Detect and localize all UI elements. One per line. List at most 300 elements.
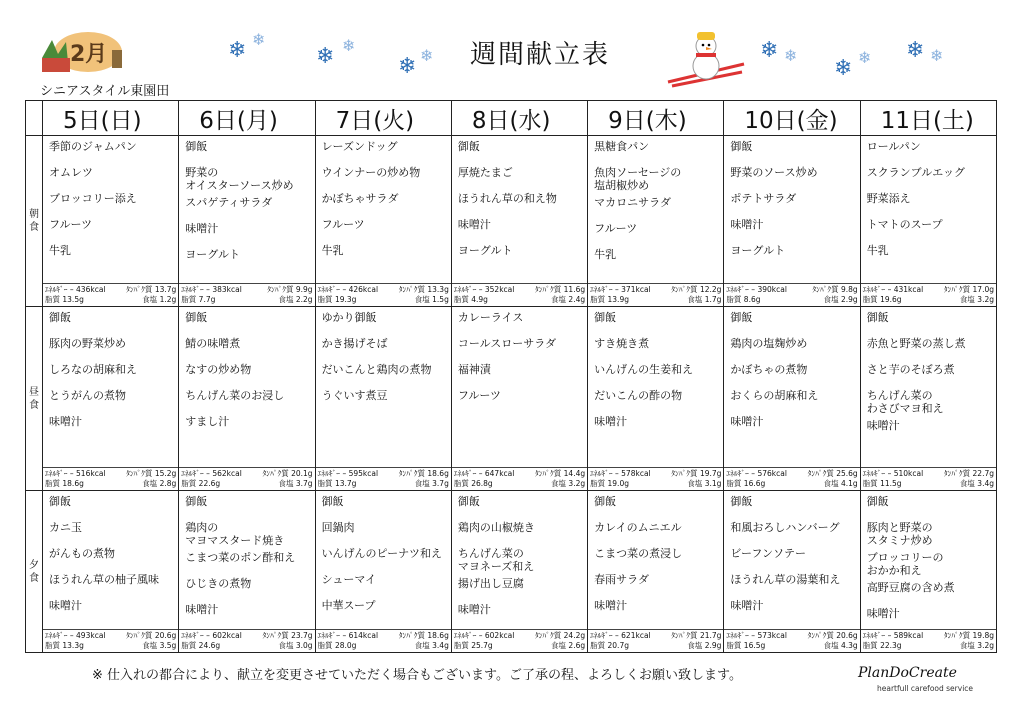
nutrient-salt (278, 479, 312, 489)
nutrient-label: ｴﾈﾙｷﾞｰ (45, 469, 68, 478)
dish-item: 牛乳 (594, 248, 617, 261)
dish-item: 味噌汁 (594, 415, 628, 428)
dish-item: 鶏肉の塩麹炒め (730, 337, 808, 350)
dish-item: だいこんと鶏肉の煮物 (321, 363, 432, 376)
nutrient-protein (808, 469, 858, 479)
dish-item: かぼちゃの煮物 (730, 363, 808, 376)
nutrient-energy: ｴﾈﾙｷﾞｰ – 436kcal (45, 285, 106, 294)
dish-item: 御飯 (866, 311, 889, 324)
dish-item: スクランブルエッグ (866, 166, 966, 179)
nutrient-value: 23.7g (291, 631, 313, 640)
dish-item: なすの炒め物 (185, 363, 252, 376)
nutrient-value: 21.7g (699, 631, 722, 640)
dish-item: かぼちゃサラダ (321, 192, 399, 205)
dish-item: 味噌汁 (866, 607, 900, 620)
nutrient-label: 脂質 (862, 295, 878, 304)
dish-list (179, 307, 314, 428)
nutrient-label: 脂質 (590, 295, 606, 304)
nutrient-label: ｴﾈﾙｷﾞｰ (590, 631, 613, 640)
nutrient-label: 脂質 (726, 295, 742, 304)
nutrient-value: 1.5g (432, 295, 449, 304)
nutrition-info (179, 467, 314, 490)
dish-list (43, 136, 178, 257)
nutrient-value: 614kcal (348, 631, 379, 640)
dish-item: おくらの胡麻和え (730, 389, 819, 402)
nutrient-label: 食塩 (414, 641, 430, 650)
nutrient-protein (671, 285, 721, 295)
nutrient-value: 9.8g (840, 285, 858, 294)
corner-cell (26, 101, 43, 136)
dish-item: トマトのスープ (866, 218, 943, 231)
menu-cell (860, 491, 996, 653)
nutrient-label: 食塩 (823, 641, 839, 650)
dish-item: 御飯 (49, 311, 71, 324)
snowflake-icon: ❄ (930, 46, 944, 65)
dish-item: 季節のジャムパン (49, 140, 137, 153)
nutrient-value: 14.4g (563, 469, 586, 478)
nutrient-value: 431kcal (893, 285, 924, 294)
nutrient-value: 24.2g (563, 631, 586, 640)
dish-list (316, 491, 451, 612)
dish-list (179, 491, 314, 616)
nutrient-protein (535, 631, 585, 641)
dish-list (588, 136, 723, 261)
nutrient-label: ｴﾈﾙｷﾞｰ (181, 631, 204, 640)
nutrient-label: 食塩 (959, 641, 975, 650)
menu-cell (43, 491, 179, 653)
nutrient-value: 3.5g (159, 641, 177, 650)
nutrient-fat (863, 295, 902, 305)
dish-item: うぐいす煮豆 (321, 389, 388, 402)
nutrition-info (316, 467, 451, 490)
nutrient-value: 516kcal (76, 469, 106, 478)
nutrient-value: 18.6g (427, 469, 449, 478)
nutrient-fat (318, 641, 357, 651)
nutrient-label: ﾀﾝﾊﾟｸ質 (126, 285, 153, 294)
nutrient-fat (863, 479, 902, 489)
nutrient-value: 562kcal (212, 469, 242, 478)
nutrient-fat (454, 295, 488, 305)
dish-item: フルーツ (49, 218, 93, 231)
dish-item: 御飯 (185, 140, 208, 153)
menu-cell (43, 307, 179, 491)
nutrient-fat (181, 641, 220, 651)
dish-list (452, 136, 587, 257)
nutrient-value: 22.3g (880, 641, 902, 650)
nutrient-value: 3.0g (295, 641, 313, 650)
nutrient-fat (45, 295, 84, 305)
nutrient-label: 食塩 (278, 295, 294, 304)
nutrient-value: 647kcal (484, 469, 515, 478)
menu-cell (315, 491, 451, 653)
nutrient-value: 3.4g (977, 479, 994, 488)
dish-item: がんもの煮物 (49, 547, 115, 560)
nutrient-protein (944, 469, 994, 479)
nutrient-label: ﾀﾝﾊﾟｸ質 (535, 631, 562, 640)
nutrient-label: 脂質 (453, 641, 469, 650)
nutrient-label: 脂質 (45, 479, 60, 488)
day-header: 9日(木) (588, 101, 724, 136)
nutrient-protein (671, 469, 721, 479)
snowflake-icon: ❄ (398, 54, 417, 79)
nutrient-value: 2.8g (159, 479, 177, 488)
nutrient-energy: ｴﾈﾙｷﾞｰ – 621kcal (590, 631, 651, 640)
nutrient-fat (590, 479, 629, 489)
nutrient-salt (142, 641, 176, 651)
dish-item: 御飯 (457, 495, 480, 508)
meal-row-breakfast (26, 136, 997, 307)
nutrient-value: 2.9g (840, 295, 858, 304)
menu-cell (451, 307, 587, 491)
nutrient-label: 食塩 (278, 479, 294, 488)
nutrient-label: ｴﾈﾙｷﾞｰ (726, 469, 749, 478)
nutrient-value: 621kcal (621, 631, 651, 640)
snowflake-icon: ❄ (760, 38, 779, 63)
dish-item: 牛乳 (321, 244, 344, 257)
nutrient-salt (824, 479, 858, 489)
day-header: 6日(月) (179, 101, 315, 136)
dish-item: 鯖の味噌煮 (185, 337, 241, 350)
dish-item: マカロニサラダ (594, 196, 672, 209)
nutrient-value: 13.3g (427, 285, 449, 294)
nutrition-info (43, 629, 178, 652)
menu-cell (588, 307, 724, 491)
snowflake-icon: ❄ (834, 56, 853, 81)
nutrient-energy: ｴﾈﾙｷﾞｰ – 516kcal (45, 469, 106, 478)
nutrient-label: ﾀﾝﾊﾟｸ質 (671, 631, 698, 640)
meal-row-dinner (26, 491, 997, 653)
dish-list (452, 491, 587, 616)
dish-item: カレイのムニエル (594, 521, 682, 534)
nutrient-value: 602kcal (212, 631, 242, 640)
nutrient-label: 食塩 (687, 641, 703, 650)
nutrient-energy: ｴﾈﾙｷﾞｰ – 573kcal (726, 631, 787, 640)
nutrient-value: 3.7g (432, 479, 449, 488)
dish-item: とうがんの煮物 (49, 389, 126, 402)
nutrient-value: 576kcal (757, 469, 787, 478)
nutrient-label: 脂質 (590, 479, 606, 488)
snowflake-icon: ❄ (906, 38, 925, 63)
dish-item: 味噌汁 (49, 599, 82, 612)
dish-item: ウインナーの炒め物 (321, 166, 421, 179)
dish-item: 野菜のソース炒め (730, 166, 818, 179)
nutrient-label: 食塩 (142, 295, 158, 304)
day-header: 11日(土) (860, 101, 996, 136)
dish-item: 黒糖食パン (594, 140, 650, 153)
nutrient-label: ｴﾈﾙｷﾞｰ (726, 631, 749, 640)
nutrition-info (179, 629, 314, 652)
nutrient-label: ﾀﾝﾊﾟｸ質 (535, 285, 562, 294)
nutrient-label: 脂質 (317, 479, 333, 488)
nutrient-protein (262, 469, 312, 479)
nutrient-fat (454, 479, 493, 489)
nutrient-value: 13.7g (154, 285, 177, 294)
menu-cell (724, 491, 860, 653)
nutrient-label: ﾀﾝﾊﾟｸ質 (262, 469, 289, 478)
nutrient-value: 595kcal (348, 469, 379, 478)
dish-item: すまし汁 (185, 415, 230, 428)
nutrient-fat (726, 295, 760, 305)
dish-item: 野菜添え (866, 192, 911, 205)
nutrient-energy: ｴﾈﾙｷﾞｰ – 614kcal (317, 631, 379, 640)
nutrition-info (861, 467, 996, 490)
dish-item: 味噌汁 (457, 603, 491, 616)
nutrient-fat (454, 641, 493, 651)
nutrient-label: ｴﾈﾙｷﾞｰ (45, 285, 68, 294)
dish-list (861, 136, 996, 257)
nutrient-value: 8.6g (743, 295, 761, 304)
nutrient-value: 25.6g (836, 469, 858, 478)
nutrient-fat (590, 295, 629, 305)
nutrient-value: 20.7g (607, 641, 629, 650)
dish-item: 御飯 (321, 495, 344, 508)
dish-item: コールスローサラダ (457, 337, 557, 350)
nutrient-value: 25.7g (471, 641, 493, 650)
nutrient-energy: ｴﾈﾙｷﾞｰ – 562kcal (181, 469, 242, 478)
nutrient-value: 493kcal (76, 631, 106, 640)
nutrient-label: ｴﾈﾙｷﾞｰ (453, 285, 477, 294)
nutrition-info (724, 629, 859, 652)
dish-item: しろなの胡麻和え (49, 363, 137, 376)
dish-item: 御飯 (49, 495, 71, 508)
dish-item: 高野豆腐の含め煮 (866, 581, 955, 594)
nutrient-value: 2.4g (568, 295, 586, 304)
dish-item: カレーライス (457, 311, 524, 324)
nutrient-label: 脂質 (181, 641, 197, 650)
nutrient-salt (278, 295, 312, 305)
dish-item: 味噌汁 (730, 599, 764, 612)
snowflake-icon: ❄ (252, 30, 266, 49)
dish-item: 御飯 (185, 311, 208, 324)
dish-item: 御飯 (730, 311, 753, 324)
nutrient-label: 食塩 (414, 479, 430, 488)
nutrient-energy: ｴﾈﾙｷﾞｰ – 602kcal (181, 631, 242, 640)
nutrition-info (452, 283, 587, 306)
menu-cell (451, 136, 587, 307)
snowflake-icon: ❄ (858, 48, 872, 67)
day-header-row (26, 101, 997, 136)
snowflake-icon: ❄ (420, 46, 434, 65)
dish-item: ひじきの煮物 (185, 577, 252, 590)
nutrient-value: 19.6g (880, 295, 902, 304)
nutrient-value: 383kcal (212, 285, 242, 294)
nutrient-fat (318, 295, 357, 305)
meal-row-lunch (26, 307, 997, 491)
nutrient-energy: ｴﾈﾙｷﾞｰ – 493kcal (45, 631, 106, 640)
nutrient-protein (399, 285, 449, 295)
nutrient-value: 390kcal (757, 285, 787, 294)
nutrition-info (724, 467, 859, 490)
dish-item: 味噌汁 (185, 222, 219, 235)
nutrient-protein (126, 469, 176, 479)
menu-cell (315, 307, 451, 491)
dish-list (861, 307, 996, 432)
nutrient-value: 3.1g (704, 479, 722, 488)
nutrient-value: 3.4g (432, 641, 449, 650)
nutrient-protein (126, 631, 176, 641)
nutrient-salt (687, 295, 721, 305)
meal-label-dinner: 夕食 (26, 491, 43, 653)
nutrient-label: 食塩 (414, 295, 430, 304)
menu-cell (179, 307, 315, 491)
dish-item: ヨーグルト (457, 244, 513, 257)
dish-item (458, 415, 587, 428)
dish-item: 厚焼たまご (457, 166, 513, 179)
dish-item: 味噌汁 (730, 415, 764, 428)
dish-item: 味噌汁 (866, 419, 900, 432)
company-tagline: heartfull carefood service (877, 684, 974, 693)
nutrient-label: 食塩 (142, 479, 158, 488)
nutrient-value: 7.7g (198, 295, 216, 304)
nutrient-label: ﾀﾝﾊﾟｸ質 (262, 631, 289, 640)
dish-item: 味噌汁 (49, 415, 82, 428)
nutrient-label: 脂質 (45, 295, 60, 304)
nutrient-value: 11.6g (563, 285, 586, 294)
nutrient-salt (551, 295, 585, 305)
dish-item: 味噌汁 (457, 218, 491, 231)
nutrient-label: ｴﾈﾙｷﾞｰ (453, 631, 477, 640)
nutrient-label: ｴﾈﾙｷﾞｰ (590, 469, 613, 478)
nutrient-label: ﾀﾝﾊﾟｸ質 (807, 631, 834, 640)
menu-cell (860, 136, 996, 307)
dish-list (724, 491, 859, 612)
day-header: 7日(火) (315, 101, 451, 136)
nutrient-label: 食塩 (551, 479, 567, 488)
nutrient-protein (535, 469, 585, 479)
dish-item: シューマイ (321, 573, 377, 586)
nutrient-label: 脂質 (453, 295, 469, 304)
dish-list (43, 491, 178, 612)
nutrient-fat (726, 641, 765, 651)
nutrient-value: 19.8g (972, 631, 994, 640)
dish-item: だいこんの酢の物 (594, 389, 683, 402)
nutrient-label: 脂質 (726, 479, 742, 488)
dish-item: ほうれん草の和え物 (457, 192, 557, 205)
dish-item: ちんげん菜の マヨネーズ和え (457, 547, 535, 573)
nutrient-label: 食塩 (823, 295, 839, 304)
nutrient-salt (415, 641, 449, 651)
dish-item: レーズンドッグ (321, 140, 398, 153)
nutrient-energy: ｴﾈﾙｷﾞｰ – 431kcal (862, 285, 924, 294)
dish-item: ビーフンソテー (730, 547, 806, 560)
dish-item: フルーツ (457, 389, 501, 402)
nutrient-value: 371kcal (621, 285, 651, 294)
snowflake-icon: ❄ (316, 44, 335, 69)
dish-list (316, 307, 451, 428)
dish-item: 和風おろしハンバーグ (730, 521, 840, 534)
dish-list (588, 307, 723, 428)
nutrient-value: 13.3g (62, 641, 84, 650)
dish-item: 揚げ出し豆腐 (457, 577, 524, 590)
nutrient-value: 12.2g (699, 285, 722, 294)
nutrient-value: 15.2g (154, 469, 177, 478)
nutrient-label: 食塩 (823, 479, 839, 488)
nutrition-info (588, 283, 723, 306)
dish-item: 御飯 (594, 495, 617, 508)
nutrient-value: 352kcal (484, 285, 515, 294)
dish-item: かき揚げそば (321, 337, 388, 350)
nutrient-energy: ｴﾈﾙｷﾞｰ – 602kcal (453, 631, 515, 640)
nutrient-label: ﾀﾝﾊﾟｸ質 (267, 285, 294, 294)
nutrient-label: ﾀﾝﾊﾟｸ質 (671, 469, 698, 478)
dish-item: オムレツ (49, 166, 93, 179)
nutrient-value: 510kcal (893, 469, 924, 478)
day-header: 10日(金) (724, 101, 860, 136)
nutrient-label: 脂質 (862, 479, 878, 488)
nutrient-value: 16.6g (743, 479, 766, 488)
dish-item: 赤魚と野菜の蒸し煮 (866, 337, 966, 350)
nutrient-value: 4.9g (471, 295, 488, 304)
nutrient-value: 426kcal (348, 285, 379, 294)
meal-label-breakfast: 朝食 (26, 136, 43, 307)
nutrient-energy: ｴﾈﾙｷﾞｰ – 371kcal (590, 285, 651, 294)
dish-item: 回鍋肉 (321, 521, 355, 534)
nutrient-salt (551, 641, 585, 651)
nutrient-label: ﾀﾝﾊﾟｸ質 (126, 631, 153, 640)
dish-item: 御飯 (866, 495, 889, 508)
dish-item: 御飯 (730, 495, 753, 508)
nutrient-value: 13.5g (62, 295, 84, 304)
nutrient-label: 脂質 (726, 641, 742, 650)
dish-item: 御飯 (457, 140, 480, 153)
facility-name: シニアスタイル東園田 (40, 84, 170, 99)
day-header: 8日(水) (451, 101, 587, 136)
dish-list (861, 491, 996, 620)
nutrient-energy: ｴﾈﾙｷﾞｰ – 390kcal (726, 285, 787, 294)
nutrient-label: ｴﾈﾙｷﾞｰ (862, 469, 886, 478)
nutrient-value: 3.7g (295, 479, 313, 488)
footer-note: ※ 仕入れの都合により、献立を変更させていただく場合もございます。ご了承の程、よろしくお願い致します。 (92, 668, 742, 683)
weekly-menu-table (25, 100, 997, 653)
dish-item: カニ玉 (49, 521, 82, 534)
nutrient-label: ｴﾈﾙｷﾞｰ (181, 285, 204, 294)
nutrient-value: 20.1g (291, 469, 313, 478)
dish-item: 御飯 (594, 311, 617, 324)
dish-item: 鶏肉の山椒焼き (457, 521, 535, 534)
nutrient-label: 食塩 (142, 641, 158, 650)
nutrient-protein (126, 285, 176, 295)
nutrient-protein (399, 631, 449, 641)
dish-item: 豚肉と野菜の スタミナ炒め (866, 521, 933, 547)
nutrient-value: 24.6g (198, 641, 221, 650)
nutrient-salt (142, 295, 176, 305)
nutrient-label: ｴﾈﾙｷﾞｰ (862, 285, 886, 294)
dish-list (43, 307, 178, 428)
nutrient-label: ｴﾈﾙｷﾞｰ (317, 631, 341, 640)
dish-item: 豚肉の野菜炒め (49, 337, 126, 350)
nutrient-energy: ｴﾈﾙｷﾞｰ – 647kcal (453, 469, 515, 478)
dish-item: 味噌汁 (185, 603, 219, 616)
nutrient-salt (551, 479, 585, 489)
nutrient-label: ﾀﾝﾊﾟｸ質 (943, 469, 971, 478)
nutrient-label: ｴﾈﾙｷﾞｰ (181, 469, 204, 478)
dish-item: 牛乳 (49, 244, 71, 257)
nutrient-value: 1.7g (704, 295, 722, 304)
dish-item: 御飯 (185, 495, 208, 508)
nutrient-label: ﾀﾝﾊﾟｸ質 (943, 631, 971, 640)
nutrient-value: 3.2g (977, 295, 994, 304)
nutrient-value: 602kcal (484, 631, 515, 640)
nutrition-info (588, 467, 723, 490)
nutrient-label: 脂質 (181, 295, 197, 304)
nutrient-energy: ｴﾈﾙｷﾞｰ – 426kcal (317, 285, 379, 294)
dish-item: 福神漬 (457, 363, 491, 376)
nutrient-value: 3.2g (977, 641, 994, 650)
nutrient-energy: ｴﾈﾙｷﾞｰ – 595kcal (317, 469, 379, 478)
dish-item: ほうれん草の柚子風味 (49, 573, 159, 586)
snowflake-icon: ❄ (784, 46, 798, 65)
nutrient-value: 4.1g (840, 479, 858, 488)
